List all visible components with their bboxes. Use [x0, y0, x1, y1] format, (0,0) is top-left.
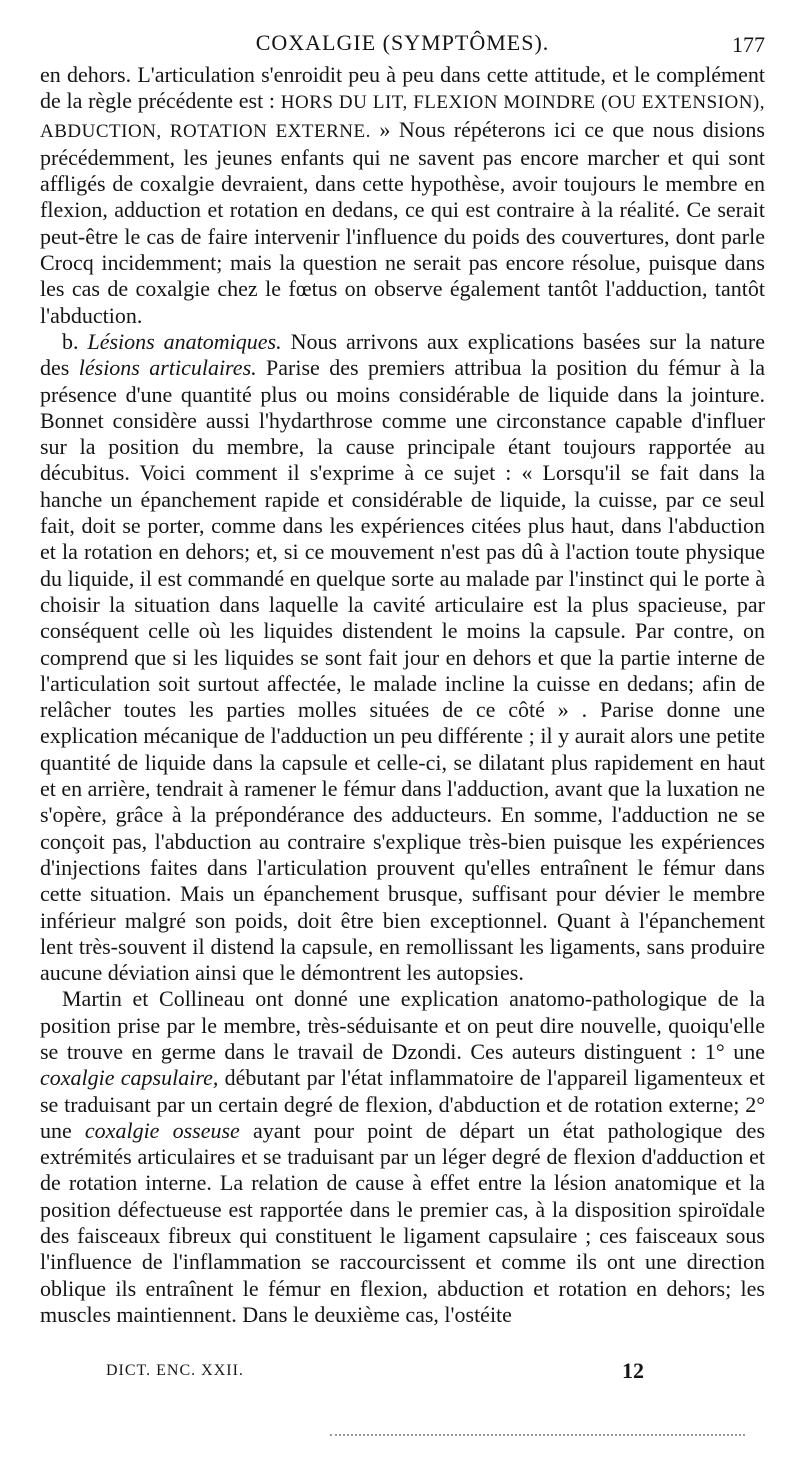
p3-italic-term-2: coxalgie osseuse	[84, 1117, 240, 1143]
signature-mark: DICT. ENC. XXII.	[106, 1362, 244, 1379]
p1-small-caps-rule: HORS DU LIT, FLEXION MOINDRE (OU EXTENSION), ABDUCTION, ROTATION EXTERNE.	[40, 92, 765, 142]
bottom-dotted-rule	[330, 1434, 745, 1436]
p1-text-1: en dehors. L'articulation s'enroidit peu à peu dans cette attitude, et le complément de la règle précédente est :	[40, 62, 765, 114]
p2-text-1: b.	[62, 328, 88, 354]
running-title: COXALGIE (SYMPTÔMES).	[255, 30, 550, 55]
p3-italic-term-1: coxalgie capsulaire,	[40, 1065, 219, 1091]
page-footer	[40, 1358, 765, 1392]
paragraph-2	[40, 329, 765, 986]
p2-text-2: Nous arrivons aux explications basées sur la nature des	[40, 328, 766, 381]
sheet-number: 12	[622, 1358, 644, 1383]
p3-text-1: Martin et Collineau ont donné une explication anatomo-pathologique de la position prise par le membre, très-séduisante et on peut dire nouvelle, quoiqu'elle se trouve en germe dans le travail de Dzondi. Ces auteurs distinguent : 1° une	[40, 986, 765, 1064]
p2-italic-term: lésions articulaires.	[78, 355, 257, 381]
p3-text-3: ayant pour point de départ un état pathologique des extrémités articulaires et se traduisant par un léger degré de flexion d'adduction et de rotation interne. La relation de cause à effet entre la lésion anatomique et la position défectueuse est rapportée dans le premier cas, à la disposition spiroïdale des faisceaux fibreux qui constituent le ligament capsulaire ; ces faisceaux sous l'influence de l'inflammation se raccourcissent et comme ils ont une direction oblique ils entraînent le fémur en flexion, abduction et rotation en dehors; les muscles maintiennent. Dans le deuxième cas, l'ostéite	[40, 1117, 766, 1327]
paragraph-3	[40, 986, 765, 1328]
p1-text-2: » Nous répéterons ici ce que nous disions précédemment, les jeunes enfants qui ne savent pas encore marcher et qui sont affligés de coxalgie devraient, dans cette hypothèse, avoir toujours le membre en flexion, adduction et rotation en dedans, ce qui est contraire à la réalité. Ce serait peut-être le cas de faire intervenir l'influence du poids des couvertures, dont parle Crocq incidemment; mais la question ne serait pas encore résolue, puisque dans les cas de coxalgie chez le fœtus on observe également tantôt l'adduction, tantôt l'abduction.	[40, 116, 765, 328]
p2-italic-heading: Lésions anatomiques.	[87, 328, 282, 354]
page-header	[40, 30, 765, 60]
paragraph-1	[40, 62, 765, 329]
page-number: 177	[732, 32, 765, 57]
body-text	[40, 62, 765, 1328]
p3-text-2: débutant par l'état inflammatoire de l'appareil ligamenteux et se traduisant par un certain degré de flexion, d'abduction et de rotation externe; 2° une	[40, 1065, 765, 1143]
p2-text-3: Parise des premiers attribua la position du fémur à la présence d'une quantité plus ou moins considérable de liquide dans la jointure. Bonnet considère aussi l'hydarthrose comme une circonstance capable d'influer sur la position du membre, la cause principale étant toujours rapportée au décubitus. Voici comment il s'exprime à ce sujet : « Lorsqu'il se fait dans la hanche un épanchement rapide et considérable de liquide, la cuisse, par ce seul fait, doit se porter, comme dans les expériences citées plus haut, dans l'abduction et la rotation en dehors; et, si ce mouvement n'est pas dû à l'action toute physique du liquide, il est commandé en quelque sorte au malade par l'instinct qui le porte à choisir la situation dans laquelle la cavité articulaire est la plus spacieuse, par conséquent celle où les liquides distendent le moins la capsule. Par contre, on comprend que si les liquides se sont fait jour en dehors et que la partie interne de l'articulation soit surtout affectée, le malade incline la cuisse en dedans; afin de relâcher toutes les parties molles situées de ce côté » . Parise donne une explication mécanique de l'adduction un peu différente ; il y aurait alors une petite quantité de liquide dans la capsule et celle-ci, se dilatant plus rapidement en haut et en arrière, tendrait à ramener le fémur dans l'adduction, avant que la luxation ne s'opère, grâce à la prépondérance des adducteurs. En somme, l'adduction ne se conçoit pas, l'abduction au contraire s'explique très-bien puisque les expériences d'injections faites dans l'articulation prouvent qu'elles entraînent le fémur dans cette situation. Mais un épanchement brusque, suffisant pour dévier le membre inférieur malgré son poids, doit être bien exceptionnel. Quant à l'épanchement lent très-souvent il distend la capsule, en remollissant les ligaments, sans produire aucune déviation ainsi que le démontrent les autopsies.	[40, 355, 766, 986]
